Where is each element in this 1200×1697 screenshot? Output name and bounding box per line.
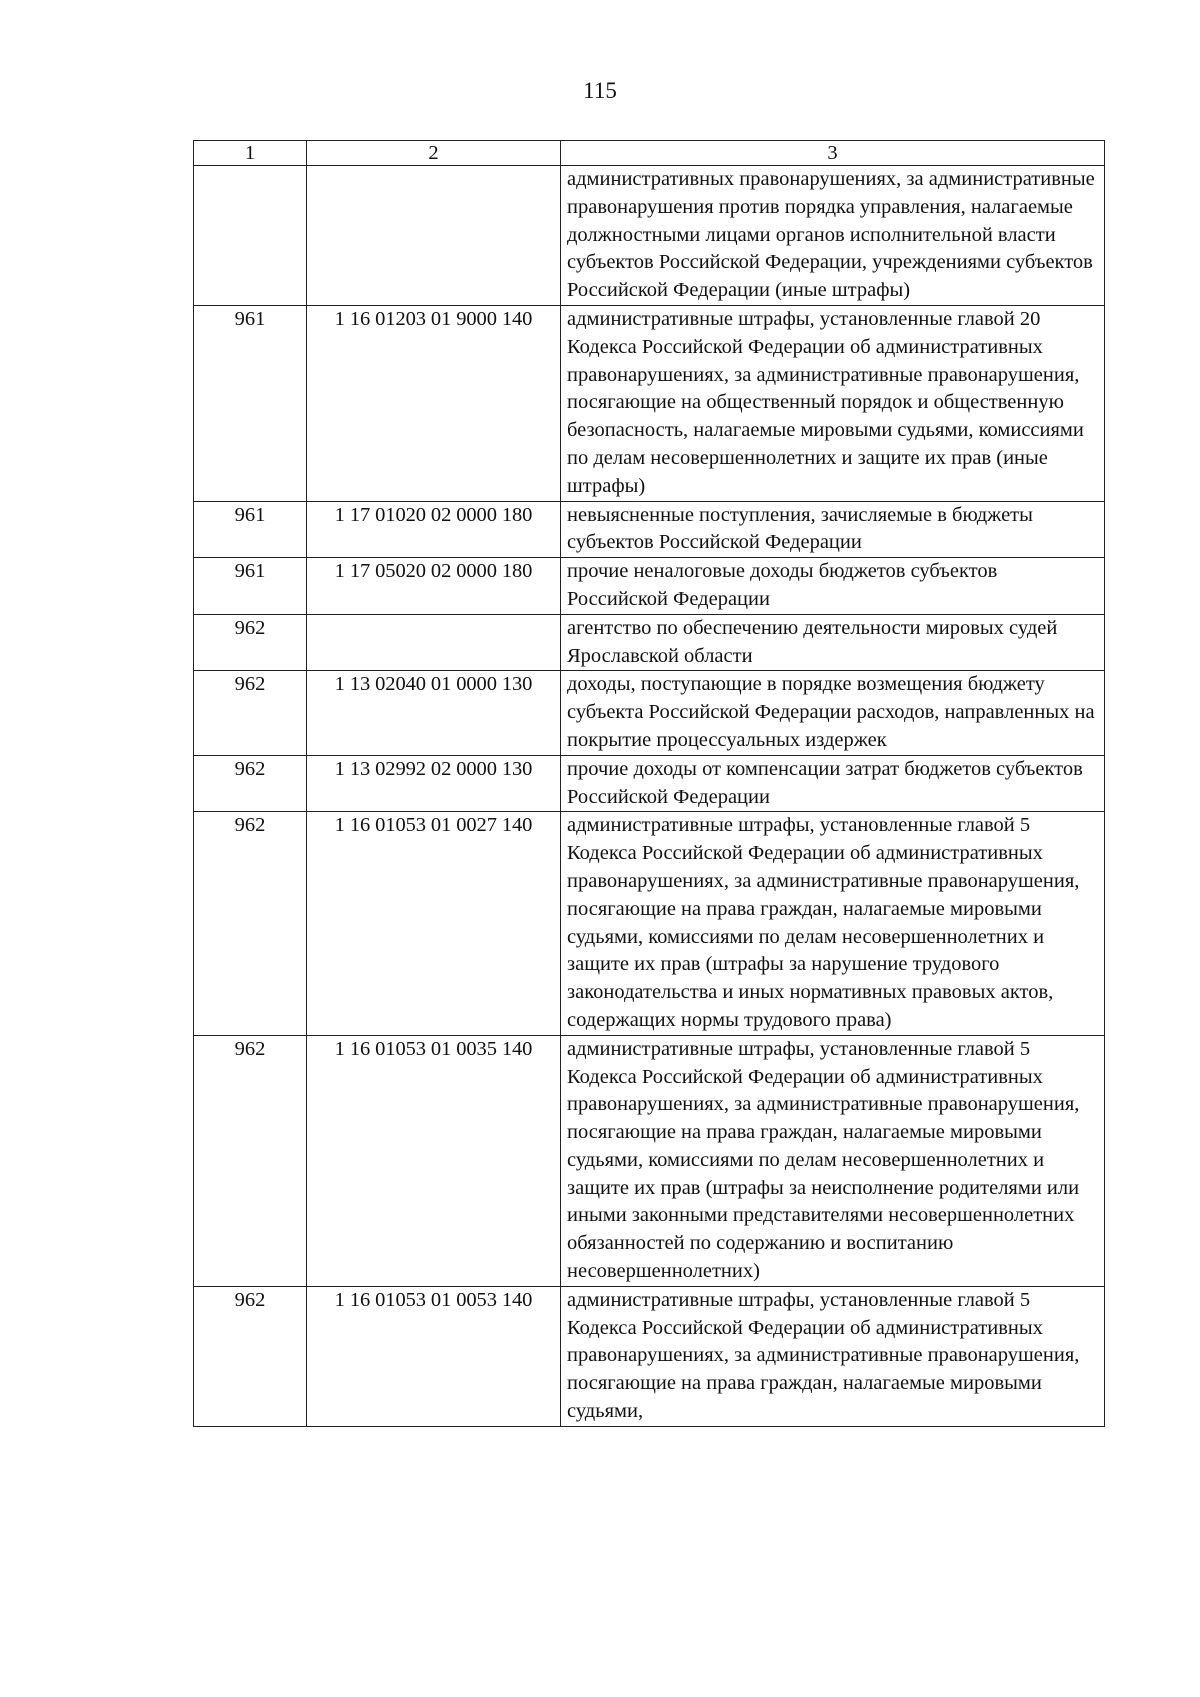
table-row — [194, 755, 1105, 812]
admin-code-cell: 962 — [194, 671, 307, 755]
revenue-code-cell — [307, 166, 561, 306]
admin-code-cell: 962 — [194, 1286, 307, 1426]
table-row — [194, 671, 1105, 755]
column-header-1: 1 — [194, 141, 307, 166]
column-header-3: 3 — [561, 141, 1105, 166]
table-row — [194, 1286, 1105, 1426]
table-row — [194, 1035, 1105, 1286]
revenue-code-cell: 1 16 01053 01 0053 140 — [307, 1286, 561, 1426]
admin-code-cell: 961 — [194, 501, 307, 558]
revenue-code-cell — [307, 614, 561, 671]
description-cell: административных правонарушениях, за административные правонарушения против порядка управления, налагаемые должностными лицами органов исполнительной власти субъектов Российской Федерации, учреждениями субъектов Российской Федерации (иные штрафы) — [561, 166, 1105, 306]
revenue-code-cell: 1 17 05020 02 0000 180 — [307, 558, 561, 615]
description-cell: административные штрафы, установленные главой 5 Кодекса Российской Федерации об административных правонарушениях, за административные правонарушения, посягающие на права граждан, налагаемые мировыми судьями, комиссиями по делам несовершеннолетних и защите их прав (штрафы за нарушение трудового законодательства и иных нормативных правовых актов, содержащих нормы трудового права) — [561, 812, 1105, 1035]
description-cell: административные штрафы, установленные главой 5 Кодекса Российской Федерации об административных правонарушениях, за административные правонарушения, посягающие на права граждан, налагаемые мировыми судьями, комиссиями по делам несовершеннолетних и защите их прав (штрафы за неисполнение родителями или иными законными представителями несовершеннолетних обязанностей по содержанию и воспитанию несовершеннолетних) — [561, 1035, 1105, 1286]
description-cell: прочие неналоговые доходы бюджетов субъектов Российской Федерации — [561, 558, 1105, 615]
description-cell: прочие доходы от компенсации затрат бюджетов субъектов Российской Федерации — [561, 755, 1105, 812]
revenue-codes-table — [193, 140, 1105, 1427]
admin-code-cell: 962 — [194, 755, 307, 812]
table-row — [194, 501, 1105, 558]
description-cell: невыясненные поступления, зачисляемые в бюджеты субъектов Российской Федерации — [561, 501, 1105, 558]
admin-code-cell — [194, 166, 307, 306]
table-row — [194, 305, 1105, 501]
table-header-row — [194, 141, 1105, 166]
admin-code-cell: 961 — [194, 305, 307, 501]
table-row — [194, 166, 1105, 306]
admin-code-cell: 962 — [194, 812, 307, 1035]
revenue-code-cell: 1 16 01053 01 0035 140 — [307, 1035, 561, 1286]
table-row — [194, 812, 1105, 1035]
admin-code-cell: 962 — [194, 614, 307, 671]
revenue-code-cell: 1 17 01020 02 0000 180 — [307, 501, 561, 558]
page-number: 115 — [583, 78, 617, 103]
column-header-2: 2 — [307, 141, 561, 166]
revenue-code-cell: 1 13 02040 01 0000 130 — [307, 671, 561, 755]
description-cell: агентство по обеспечению деятельности мировых судей Ярославской области — [561, 614, 1105, 671]
description-cell: доходы, поступающие в порядке возмещения бюджету субъекта Российской Федерации расходов, направленных на покрытие процессуальных издержек — [561, 671, 1105, 755]
table-row — [194, 614, 1105, 671]
revenue-code-cell: 1 16 01203 01 9000 140 — [307, 305, 561, 501]
description-cell: административные штрафы, установленные главой 20 Кодекса Российской Федерации об административных правонарушениях, за административные правонарушения, посягающие на общественный порядок и общественную безопасность, налагаемые мировыми судьями, комиссиями по делам несовершеннолетних и защите их прав (иные штрафы) — [561, 305, 1105, 501]
table-row — [194, 558, 1105, 615]
revenue-code-cell: 1 16 01053 01 0027 140 — [307, 812, 561, 1035]
description-cell: административные штрафы, установленные главой 5 Кодекса Российской Федерации об административных правонарушениях, за административные правонарушения, посягающие на права граждан, налагаемые мировыми судьями, — [561, 1286, 1105, 1426]
admin-code-cell: 961 — [194, 558, 307, 615]
admin-code-cell: 962 — [194, 1035, 307, 1286]
revenue-code-cell: 1 13 02992 02 0000 130 — [307, 755, 561, 812]
